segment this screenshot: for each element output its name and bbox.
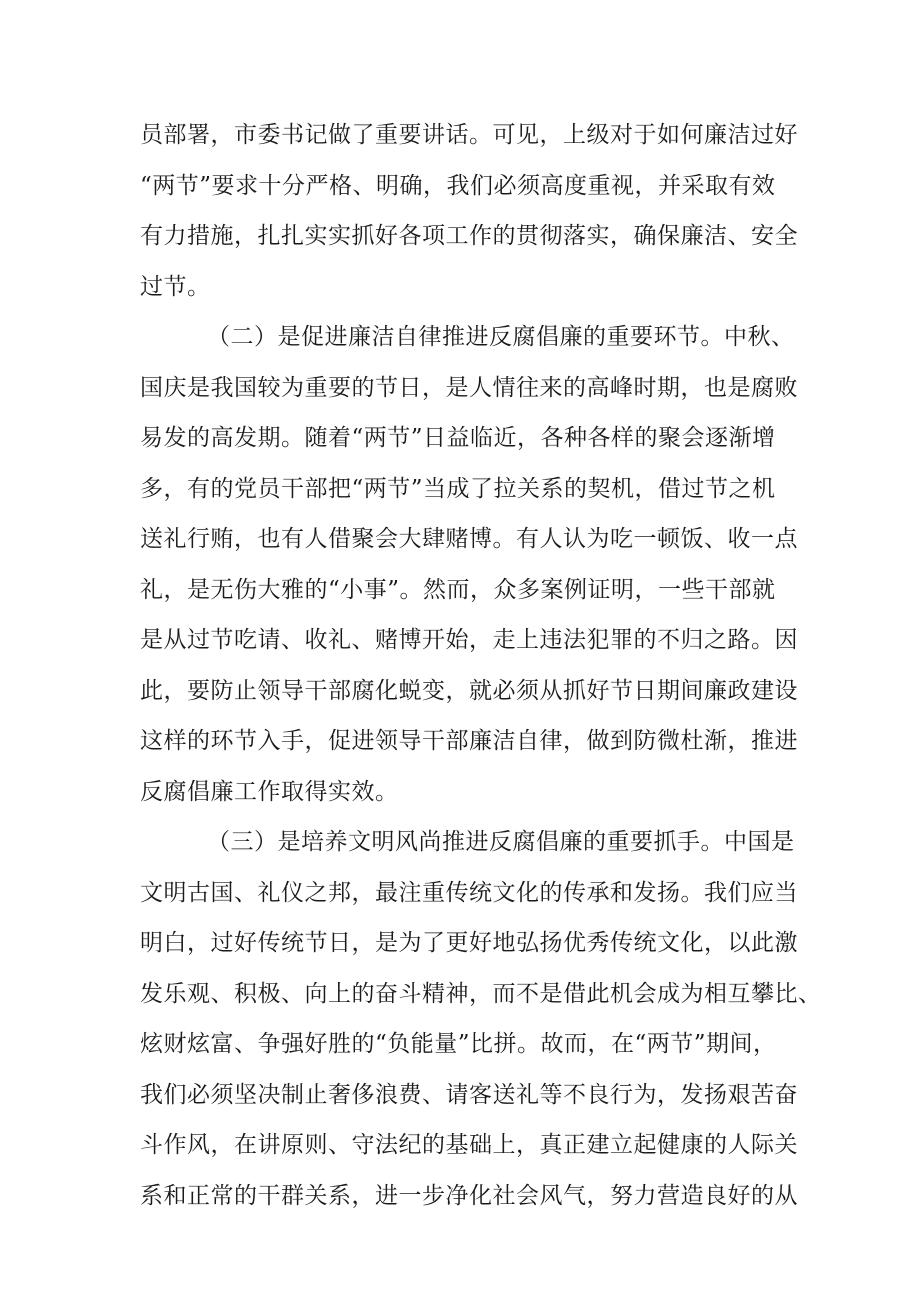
text-line: 发乐观、积极、向上的奋斗精神，而不是借此机会成为相互攀比、 <box>140 980 822 1007</box>
text-line: 文明古国、礼仪之邦，最注重传统文化的传承和发扬。我们应当 <box>140 879 798 906</box>
paragraph-heading-2: （二）是促进廉洁自律推进反腐倡廉的重要环节。中秋、 <box>207 324 795 350</box>
text-line: 反腐倡廉工作取得实效。 <box>140 778 399 805</box>
text-line: 斗作风，在讲原则、守法纪的基础上，真正建立起健康的人际关 <box>140 1132 798 1158</box>
text-line: 国庆是我国较为重要的节日，是人情往来的高峰时期，也是腐败 <box>140 374 798 401</box>
text-line: 过节。 <box>140 273 211 300</box>
text-line: 系和正常的干群关系，进一步净化社会风气，努力营造良好的从 <box>140 1182 798 1209</box>
text-line: “两节”要求十分严格、明确，我们必须高度重视，并采取有效 <box>140 172 776 199</box>
text-line: 礼，是无伤大雅的“小事”。然而，众多案例证明，一些干部就 <box>140 576 776 603</box>
text-line: 这样的环节入手，促进领导干部廉洁自律，做到防微杜渐，推进 <box>140 728 798 754</box>
text-line: 有力措施，扎扎实实抓好各项工作的贯彻落实，确保廉洁、安全 <box>140 223 798 249</box>
text-line: 多，有的党员干部把“两节”当成了拉关系的契机，借过节之机 <box>140 475 776 502</box>
text-line: 员部署，市委书记做了重要讲话。可见，上级对于如何廉洁过好 <box>140 122 798 148</box>
text-line: 炫财炫富、争强好胜的“负能量”比拼。故而，在“两节”期间， <box>140 1031 777 1057</box>
text-line: 此，要防止领导干部腐化蜕变，就必须从抓好节日期间廉政建设 <box>140 677 798 704</box>
text-line: 是从过节吃请、收礼、赌博开始，走上违法犯罪的不归之路。因 <box>140 627 798 653</box>
body-text <box>140 110 822 1221</box>
text-line: 我们必须坚决制止奢侈浪费、请客送礼等不良行为，发扬艰苦奋 <box>140 1081 798 1108</box>
paragraph-heading-3: （三）是培养文明风尚推进反腐倡廉的重要抓手。中国是 <box>207 829 795 855</box>
text-line: 明白，过好传统节日，是为了更好地弘扬优秀传统文化，以此激 <box>140 930 798 956</box>
text-line: 易发的高发期。随着“两节”日益临近，各种各样的聚会逐渐增 <box>140 425 776 451</box>
text-line: 送礼行贿，也有人借聚会大肆赌博。有人认为吃一顿饭、收一点 <box>140 526 798 552</box>
